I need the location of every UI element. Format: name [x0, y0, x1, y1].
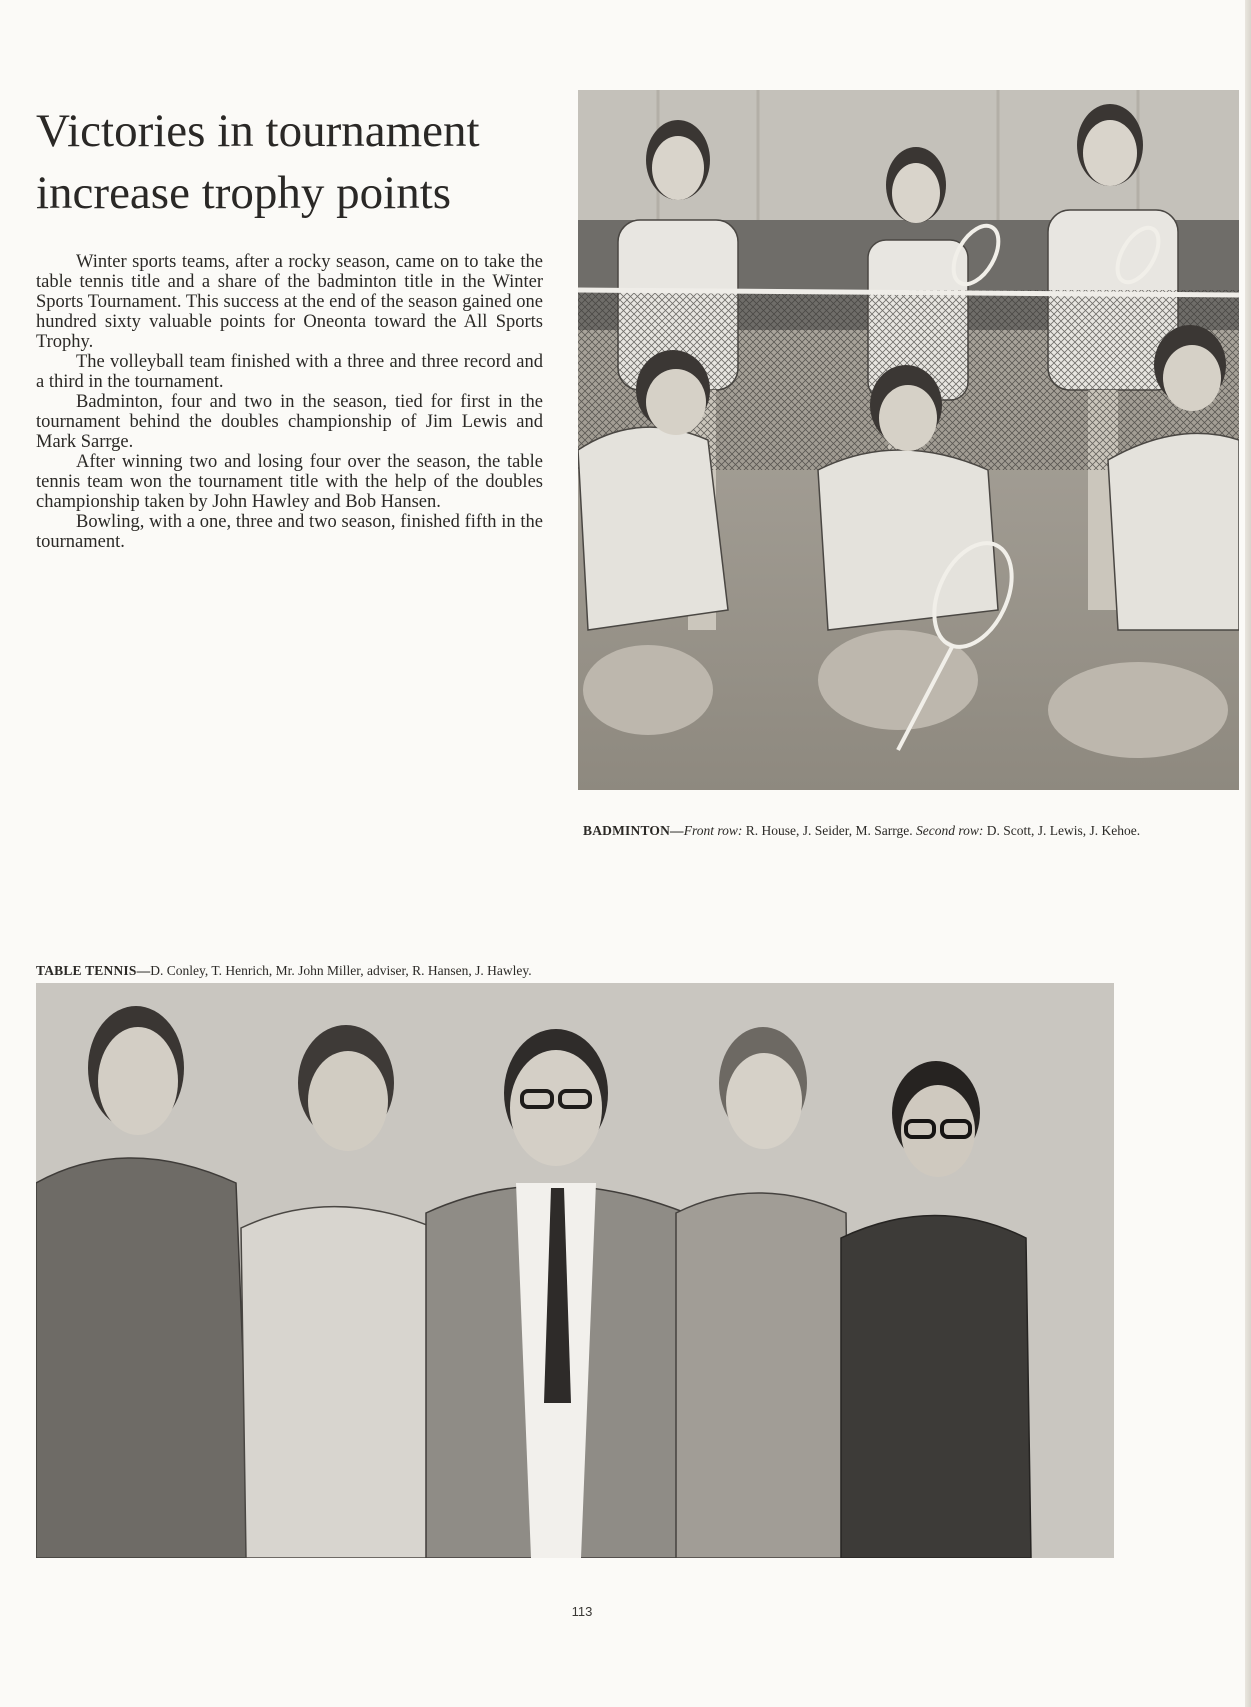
article-paragraph: After winning two and losing four over the season, the table tennis team won the tournament title with the help of the doubles championship taken by John Hawley and Bob Hansen. [36, 452, 543, 512]
table-tennis-caption-heading: TABLE TENNIS— [36, 962, 151, 978]
article-body [36, 252, 543, 552]
article-paragraph: Bowling, with a one, three and two season, finished fifth in the tournament. [36, 512, 543, 552]
page-edge [1245, 0, 1251, 1707]
headline-line-1: Victories in tournament [36, 105, 480, 157]
article-paragraph: Badminton, four and two in the season, tied for first in the tournament behind the doubles championship of Jim Lewis and Mark Sarrge. [36, 392, 543, 452]
table-tennis-names: D. Conley, T. Henrich, Mr. John Miller, adviser, R. Hansen, J. Hawley. [150, 962, 532, 978]
second-row-label: Second row: [915, 822, 984, 838]
second-row-names: D. Scott, J. Lewis, J. Kehoe. [983, 822, 1141, 838]
page-headline [36, 100, 556, 224]
front-row-label: Front row: [683, 822, 743, 838]
badminton-caption-heading: BADMINTON— [583, 822, 684, 838]
page-number: 113 [571, 1604, 593, 1619]
headline-line-2: increase trophy points [36, 167, 452, 219]
table-tennis-caption [36, 962, 936, 980]
badminton-caption [583, 822, 1143, 840]
front-row-names: R. House, J. Seider, M. Sarrge. [742, 822, 916, 838]
badminton-team-photo [578, 90, 1239, 790]
article-paragraph: The volleyball team finished with a three and three record and a third in the tournament. [36, 352, 543, 392]
article-paragraph: Winter sports teams, after a rocky season, came on to take the table tennis title and a share of the badminton title in the Winter Sports Tournament. This success at the end of the season gained one hundred sixty valuable points for Oneonta toward the All Sports Trophy. [36, 252, 543, 352]
table-tennis-team-photo [36, 983, 1114, 1558]
